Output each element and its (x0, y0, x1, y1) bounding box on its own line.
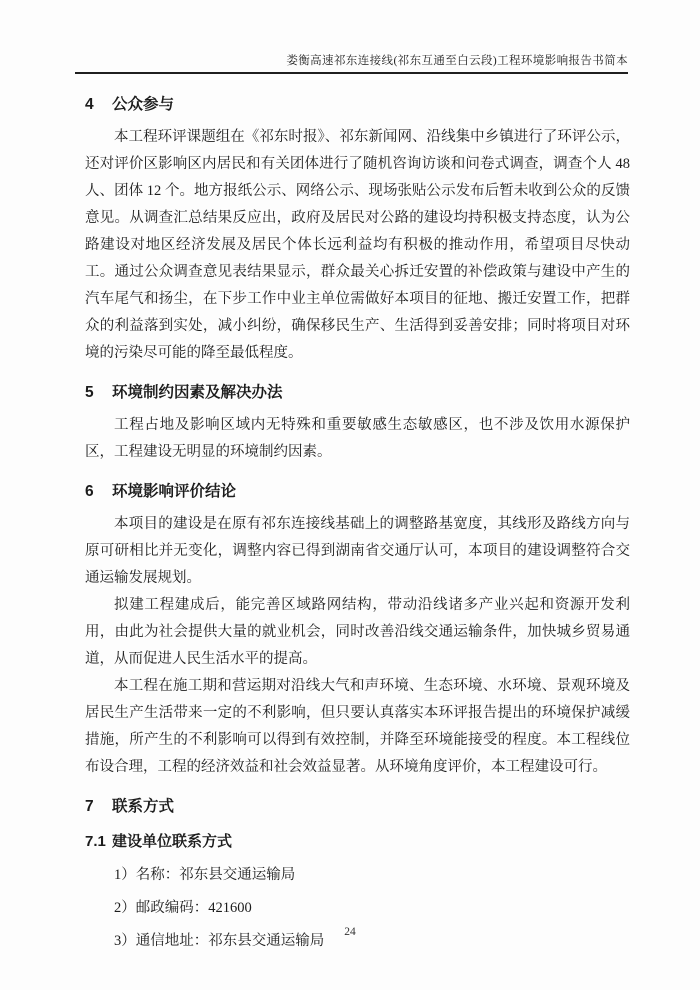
section-number: 5 (85, 384, 94, 401)
section-title: 联系方式 (112, 798, 175, 815)
paragraph: 工程占地及影响区域内无特殊和重要敏感生态敏感区，也不涉及饮用水源保护区，工程建设无明显的环境制约因素。 (85, 417, 630, 460)
page-footer (0, 922, 700, 940)
section-number: 6 (85, 483, 94, 500)
contact-list (85, 859, 630, 958)
section-title: 环境影响评价结论 (112, 483, 237, 500)
running-head-text: 娄衡高速祁东连接线(祁东互通至白云段)工程环境影响报告书简本 (286, 55, 628, 67)
page-number: 24 (344, 926, 356, 938)
page-header (0, 0, 700, 74)
section-title: 环境制约因素及解决办法 (112, 384, 283, 401)
contact-item-name: 1）名称：祁东县交通运输局 (114, 867, 296, 883)
paragraph: 本项目的建设是在原有祁东连接线基础上的调整路基宽度，其线形及路线方向与原可研相比并无变化，调整内容已得到湖南省交通厅认可，本项目的建设调整符合交通运输发展规划。 (85, 516, 630, 586)
paragraph: 本工程环评课题组在《祁东时报》、祁东新闻网、沿线集中乡镇进行了环评公示，还对评价区影响区内居民和有关团体进行了随机咨询访谈和问卷式调查，调查个人 48 人、团体 12 个。地方报纸公示、网络公示、现场张贴公示发布后暂未收到公众的反馈意见。从调查汇总结果反应出，政府及居民对公路的建设均持积极支持态度，认为公路建设对地区经济发展及居民个体长远利益均有积极的推动作用，希望项目尽快动工。通过公众调查意见表结果显示，群众最关心拆迁安置的补偿政策与建设中产生的汽车尾气和扬尘，在下步工作中业主单位需做好本项目的征地、搬迁安置工作，把群众的利益落到实处，减小纠纷，确保移民生产、生活得到妥善安排；同时将项目对环境的污染尽可能的降至最低程度。 (85, 129, 630, 361)
paragraph: 本工程在施工期和营运期对沿线大气和声环境、生态环境、水环境、景观环境及居民生产生活带来一定的不利影响，但只要认真落实本环评报告提出的环境保护减缓措施，所产生的不利影响可以得到有效控制，并降至环境能接受的程度。本工程线位布设合理，工程的经济效益和社会效益显著。从环境角度评价，本工程建设可行。 (85, 678, 630, 775)
subsection-title: 建设单位联系方式 (112, 833, 233, 850)
subsection-heading-7-1 (85, 831, 630, 853)
section-number: 4 (85, 96, 94, 113)
section-heading-6 (85, 481, 630, 503)
contact-item-postcode: 2）邮政编码：421600 (114, 900, 252, 916)
section-heading-7 (85, 796, 630, 818)
section-heading-5 (85, 382, 630, 404)
section-heading-4 (85, 94, 630, 116)
document-body (85, 94, 630, 958)
paragraph: 拟建工程建成后，能完善区域路网结构，带动沿线诸多产业兴起和资源开发利用，由此为社会提供大量的就业机会，同时改善沿线交通运输条件，加快城乡贸易通道，从而促进人民生活水平的提高。 (85, 597, 630, 667)
section-number: 7 (85, 798, 94, 815)
header-rule (75, 72, 628, 74)
section-title: 公众参与 (112, 96, 175, 113)
subsection-number: 7.1 (85, 833, 106, 850)
contact-item-address: 3）通信地址：祁东县交通运输局 (114, 933, 325, 949)
